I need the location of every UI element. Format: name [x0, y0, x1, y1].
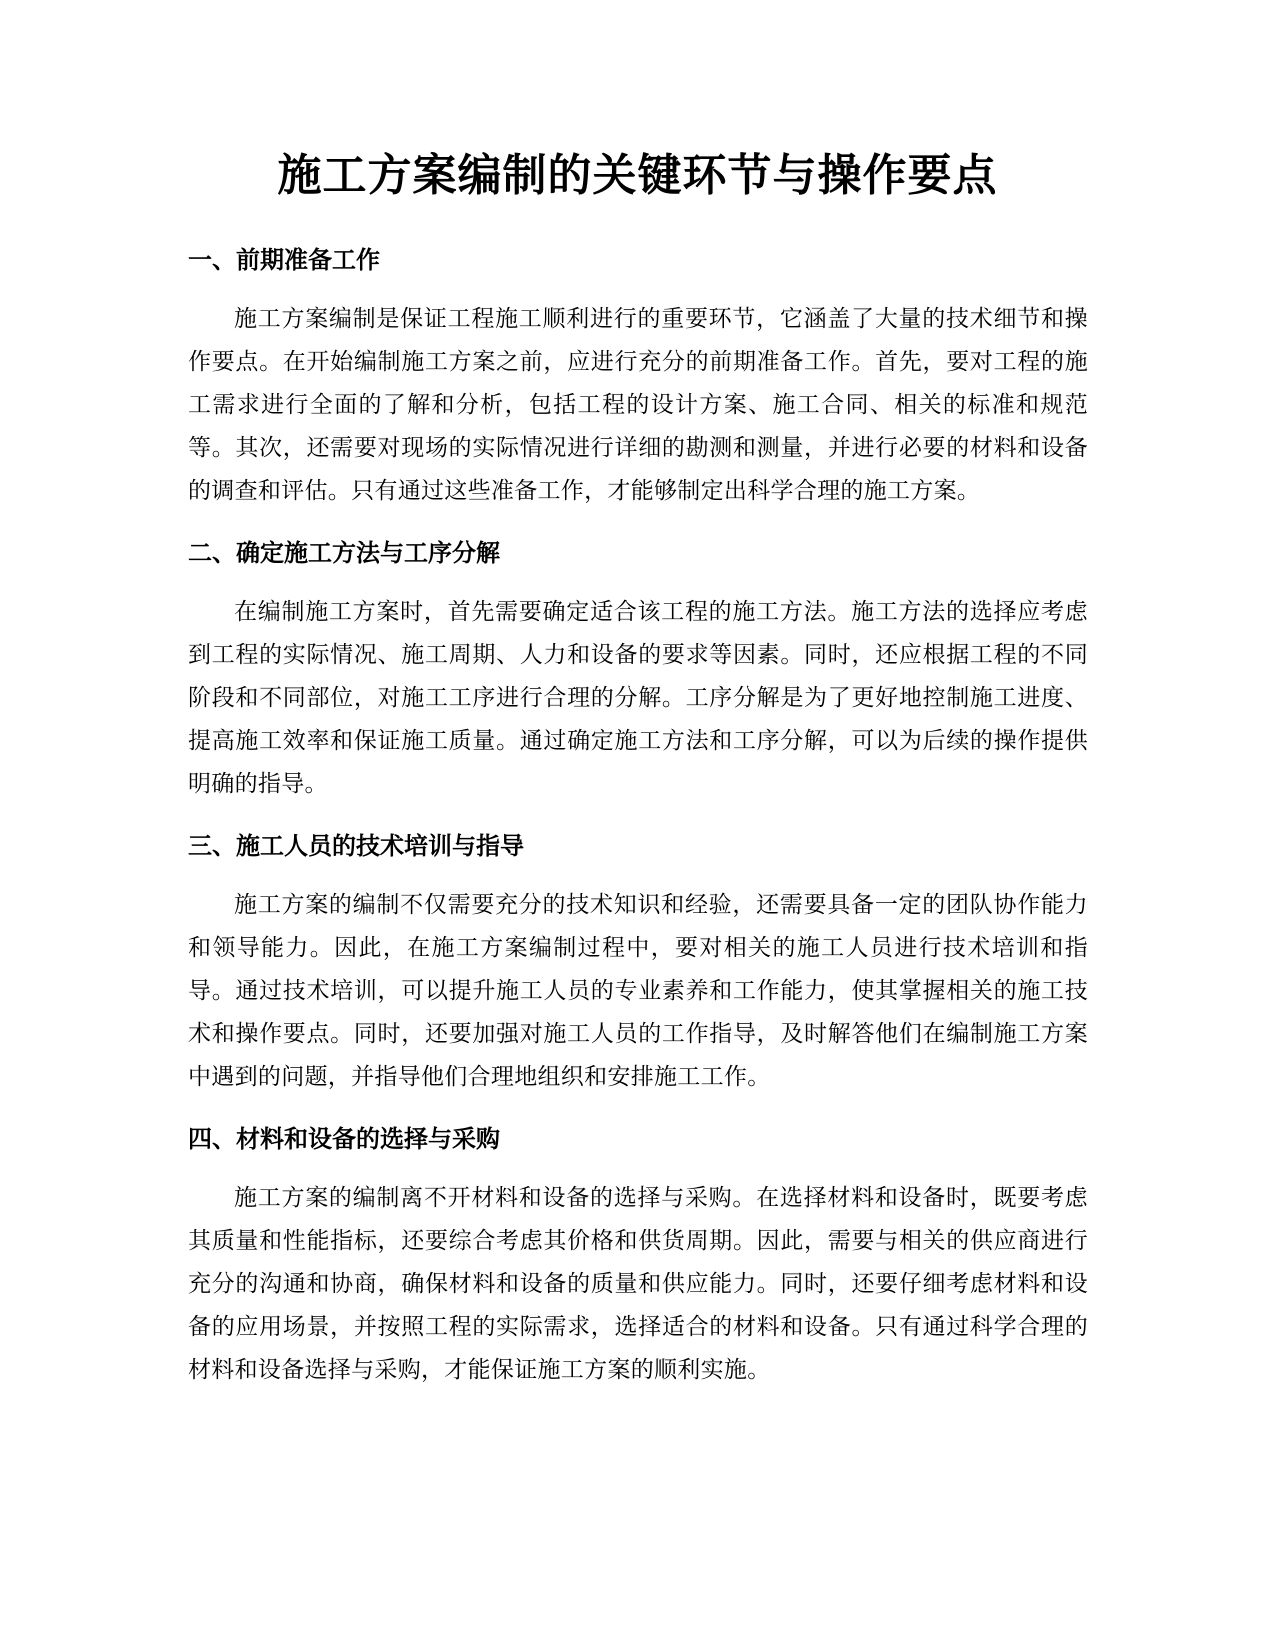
document-body — [188, 244, 1088, 1416]
section-heading: 四、材料和设备的选择与采购 — [188, 1125, 500, 1153]
section-4 — [188, 1123, 1088, 1392]
section-heading: 一、前期准备工作 — [188, 246, 380, 274]
section-3 — [188, 830, 1088, 1099]
section-paragraph: 在编制施工方案时，首先需要确定适合该工程的施工方法。施工方法的选择应考虑到工程的实际情况、施工周期、人力和设备的要求等因素。同时，还应根据工程的不同阶段和不同部位，对施工工序进行合理的分解。工序分解是为了更好地控制施工进度、提高施工效率和保证施工质量。通过确定施工方法和工序分解，可以为后续的操作提供明确的指导。 — [188, 599, 1088, 797]
section-paragraph: 施工方案的编制不仅需要充分的技术知识和经验，还需要具备一定的团队协作能力和领导能力。因此，在施工方案编制过程中，要对相关的施工人员进行技术培训和指导。通过技术培训，可以提升施工人员的专业素养和工作能力，使其掌握相关的施工技术和操作要点。同时，还要加强对施工人员的工作指导，及时解答他们在编制施工方案中遇到的问题，并指导他们合理地组织和安排施工工作。 — [188, 892, 1088, 1090]
section-paragraph: 施工方案的编制离不开材料和设备的选择与采购。在选择材料和设备时，既要考虑其质量和性能指标，还要综合考虑其价格和供货周期。因此，需要与相关的供应商进行充分的沟通和协商，确保材料和设备的质量和供应能力。同时，还要仔细考虑材料和设备的应用场景，并按照工程的实际需求，选择适合的材料和设备。只有通过科学合理的材料和设备选择与采购，才能保证施工方案的顺利实施。 — [188, 1185, 1088, 1383]
section-2 — [188, 537, 1088, 806]
section-heading: 三、施工人员的技术培训与指导 — [188, 832, 524, 860]
section-paragraph: 施工方案编制是保证工程施工顺利进行的重要环节，它涵盖了大量的技术细节和操作要点。在开始编制施工方案之前，应进行充分的前期准备工作。首先，要对工程的施工需求进行全面的了解和分析，包括工程的设计方案、施工合同、相关的标准和规范等。其次，还需要对现场的实际情况进行详细的勘测和测量，并进行必要的材料和设备的调查和评估。只有通过这些准备工作，才能够制定出科学合理的施工方案。 — [188, 306, 1088, 504]
section-heading: 二、确定施工方法与工序分解 — [188, 539, 500, 567]
document-title: 施工方案编制的关键环节与操作要点 — [277, 150, 998, 201]
section-1 — [188, 244, 1088, 513]
